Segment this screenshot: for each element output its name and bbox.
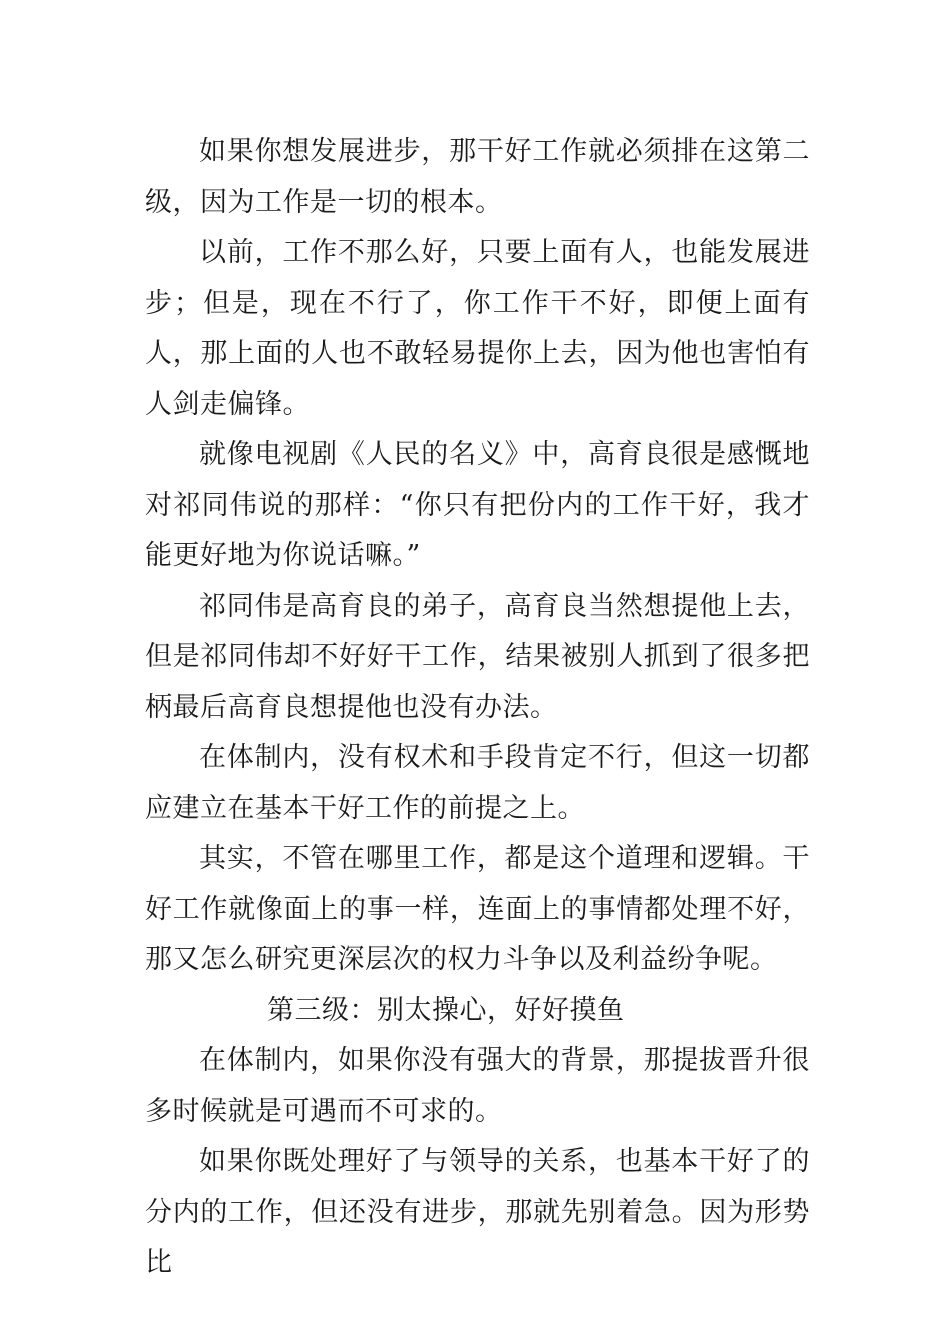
paragraph-5: 在体制内，没有权术和手段肯定不行，但这一切都应建立在基本干好工作的前提之上。 [145, 742, 810, 824]
paragraph-4: 祁同伟是高育良的弟子，高育良当然想提他上去，但是祁同伟却不好好干工作，结果被别人抓到了很多把柄最后高育良想提他也没有办法。 [145, 590, 810, 723]
paragraph-2: 以前，工作不那么好，只要上面有人，也能发展进步；但是，现在不行了，你工作干不好，即便上面有人，那上面的人也不敢轻易提你上去，因为他也害怕有人剑走偏锋。 [145, 237, 810, 420]
paragraph-3: 就像电视剧《人民的名义》中，高育良很是感慨地对祁同伟说的那样：“你只有把份内的工作干好，我才能更好地为你说话嘛。” [145, 439, 810, 571]
paragraph-8: 如果你既处理好了与领导的关系，也基本干好了的分内的工作，但还没有进步，那就先别着急。因为形势比 [145, 1146, 810, 1278]
section-heading: 第三级：别太操心，好好摸鱼 [267, 994, 625, 1026]
document-body [145, 127, 810, 1289]
paragraph-7: 在体制内，如果你没有强大的背景，那提拔晋升很多时候就是可遇而不可求的。 [145, 1045, 810, 1127]
paragraph-6: 其实，不管在哪里工作，都是这个道理和逻辑。干好工作就像面上的事一样，连面上的事情都处理不好，那又怎么研究更深层次的权力斗争以及利益纷争呢。 [145, 843, 810, 975]
paragraph-1: 如果你想发展进步，那干好工作就必须排在这第二级，因为工作是一切的根本。 [145, 136, 810, 218]
